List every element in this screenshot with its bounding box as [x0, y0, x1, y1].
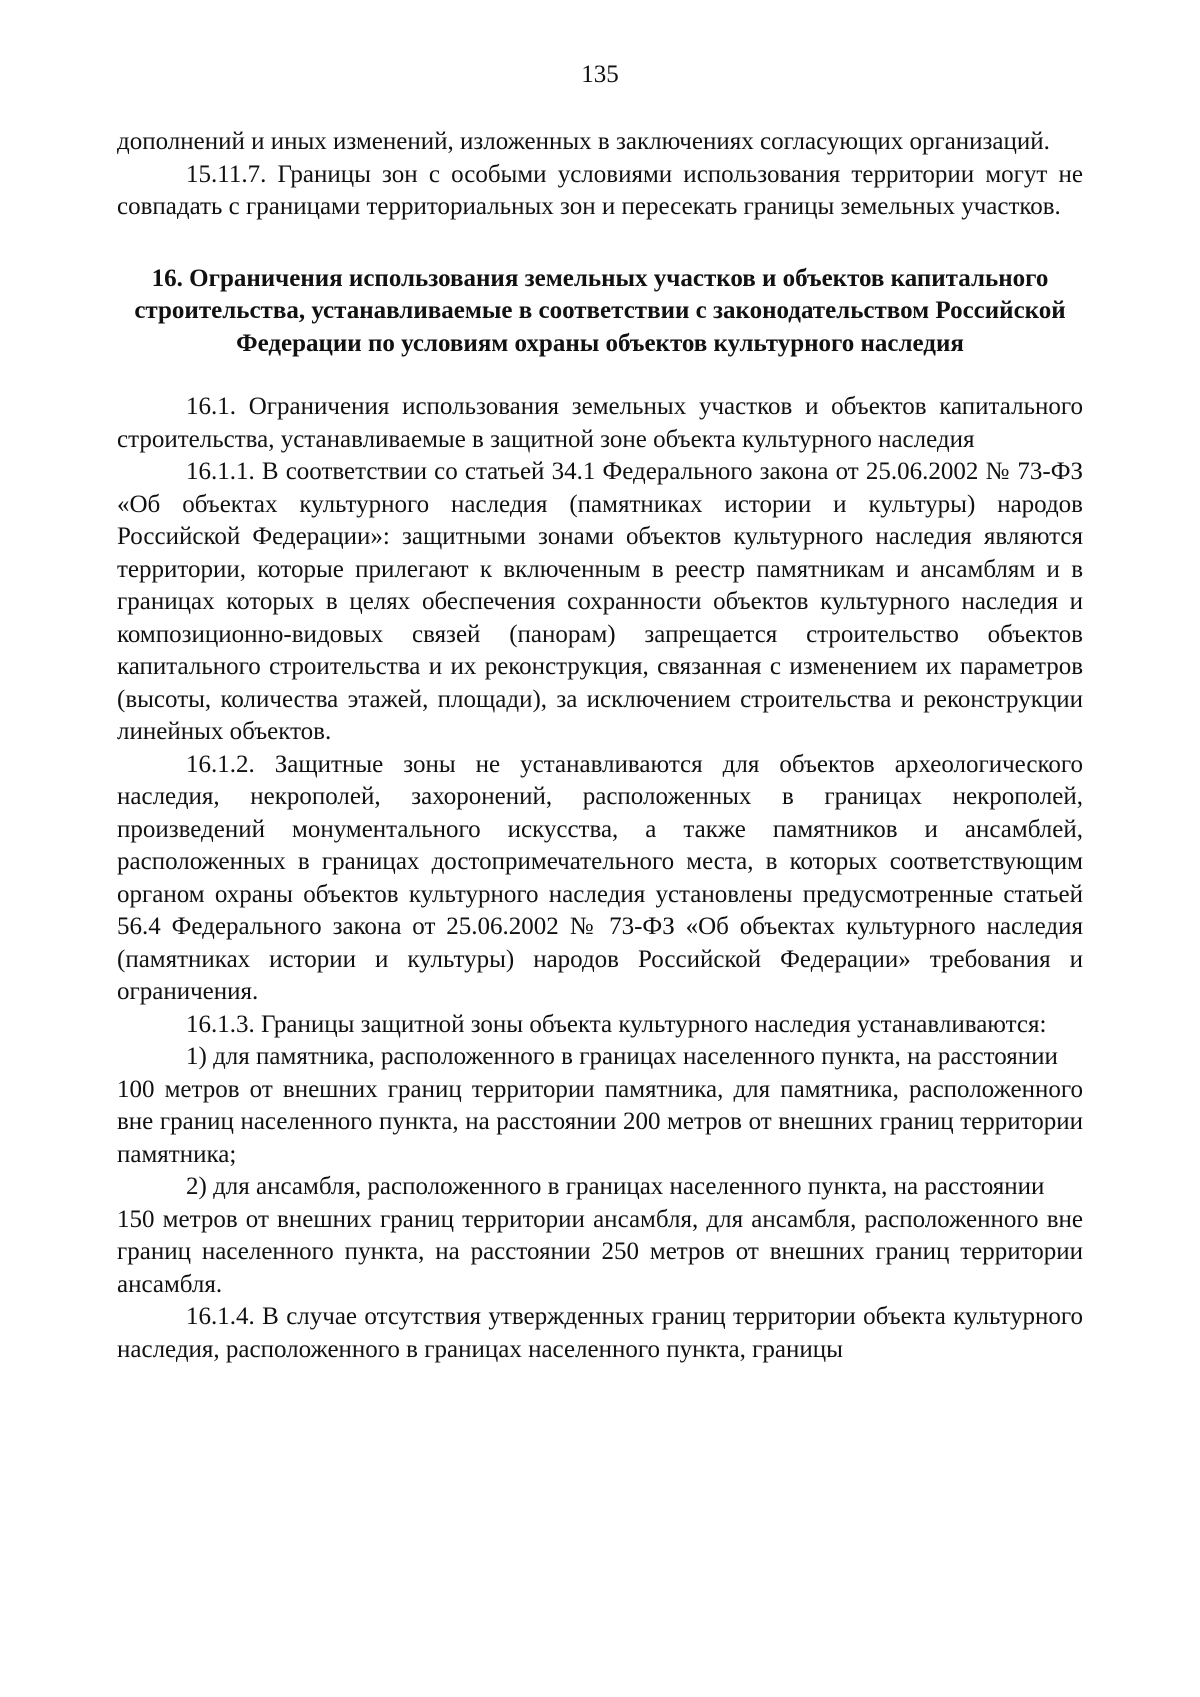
paragraph-15-11-7: 15.11.7. Границы зон с особыми условиями использования территории могут не совпадать с границами территориальных зон и пересекать границы земельных участков.	[117, 160, 1083, 220]
paragraph-continuation: дополнений и иных изменений, изложенных в заключениях согласующих организаций.	[117, 128, 1050, 155]
paragraph-16-1-3: 16.1.3. Границы защитной зоны объекта культурного наследия устанавливаются:	[186, 1010, 1047, 1038]
paragraph-16-1-2: 16.1.2. Защитные зоны не устанавливаются для объектов археологического наследия, некрополей, захоронений, расположенных в границах некрополей, произведений монументального искусства, а также памятников и ансамблей, расположенных в границах достопримечательного места, в которых соответствующим органом охраны объектов культурного наследия установлены предусмотренные статьей 56.4 Федерального закона от 25.06.2002 № 73-ФЗ «Об объектах культурного наследия (памятниках истории и культуры) народов Российской Федерации» требования и ограничения.	[117, 750, 1083, 1005]
list-item-1-start: 1) для памятника, расположенного в границах населенного пункта, на расстоянии	[186, 1043, 1058, 1070]
list-item-2-continuation: 150 метров от внешних границ территории ансамбля, для ансамбля, расположенного вне границ населенного пункта, на расстоянии 250 метров от внешних границ территории ансамбля.	[117, 1205, 1083, 1298]
page-number: 135	[581, 61, 619, 88]
paragraph-16-1: 16.1. Ограничения использования земельных участков и объектов капитального строительства, устанавливаемые в защитной зоне объекта культурного наследия	[117, 393, 1083, 453]
list-item-2-start: 2) для ансамбля, расположенного в границах населенного пункта, на расстоянии	[186, 1173, 1045, 1200]
paragraph-16-1-1: 16.1.1. В соответствии со статьей 34.1 Федерального закона от 25.06.2002 № 73-ФЗ «Об объектах культурного наследия (памятниках истории и культуры) народов Российской Федерации»: защитными зонами объектов культурного наследия являются территории, которые прилегают к включенным в реестр памятникам и ансамблям и в границах которых в целях обеспечения сохранности объектов культурного наследия и композиционно-видовых связей (панорам) запрещается строительство объектов капитального строительства и их реконструкция, связанная с изменением их параметров (высоты, количества этажей, площади), за исключением строительства и реконструкции линейных объектов.	[117, 458, 1083, 745]
list-item-1-continuation: 100 метров от внешних границ территории памятника, для памятника, расположенного вне границ населенного пункта, на расстоянии 200 метров от внешних границ территории памятника;	[117, 1075, 1083, 1168]
document-page	[117, 60, 1083, 1366]
section-heading-16: 16. Ограничения использования земельных участков и объектов капитального строительства, устанавливаемые в соответствии с законодательством Российской Федерации по условиям охраны объектов культурного наследия	[134, 264, 1066, 357]
paragraph-16-1-4: 16.1.4. В случае отсутствия утвержденных границ территории объекта культурного наследия, расположенного в границах населенного пункта, границы	[117, 1303, 1083, 1363]
